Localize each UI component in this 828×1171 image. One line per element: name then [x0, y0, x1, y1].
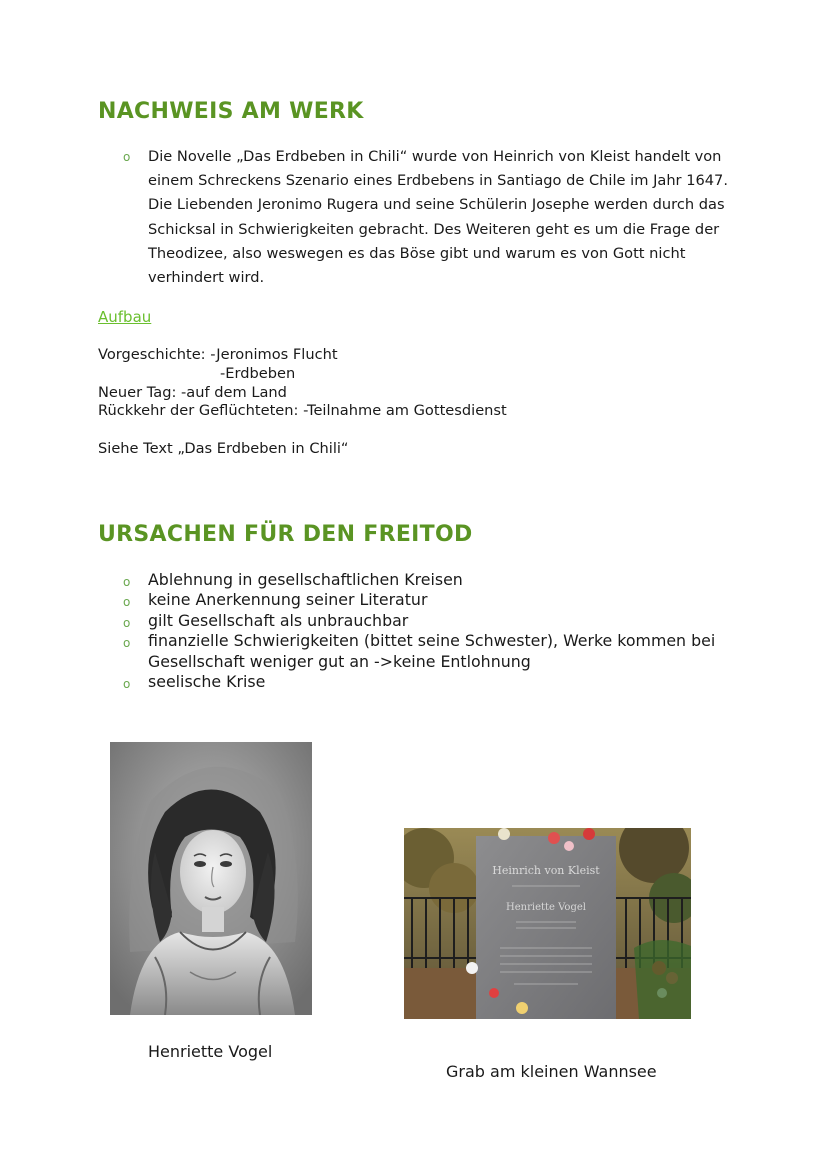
henriette-vogel-portrait-image: [110, 742, 312, 1015]
section-heading-nachweis: NACHWEIS AM WERK: [98, 99, 364, 124]
list-item: [120, 145, 740, 290]
grave-caption: Grab am kleinen Wannsee: [446, 1062, 657, 1081]
aufbau-link[interactable]: Aufbau: [98, 308, 152, 326]
list-item: [120, 672, 740, 692]
cause-text: finanzielle Schwierigkeiten (bittet seine Schwester), Werke kommen bei Gesellschaft weniger gut an ->keine Entlohnung: [148, 631, 716, 671]
hollow-circle-bullet-icon: o: [123, 150, 131, 164]
hollow-circle-bullet-icon: o: [123, 615, 131, 630]
outline-line: Neuer Tag: -auf dem Land: [98, 383, 287, 401]
portrait-caption: Henriette Vogel: [148, 1042, 273, 1061]
list-item: [120, 611, 740, 631]
outline-line: Vorgeschichte: -Jeronimos Flucht: [98, 346, 338, 363]
hollow-circle-bullet-icon: o: [123, 575, 131, 589]
cause-text: keine Anerkennung seiner Literatur: [148, 590, 428, 610]
inscription-vogel: Henriette Vogel: [506, 902, 586, 913]
cause-text: seelische Krise: [148, 672, 266, 692]
hollow-circle-bullet-icon: o: [123, 636, 131, 651]
cause-text: gilt Gesellschaft als unbrauchbar: [148, 610, 409, 630]
section-heading-ursachen: URSACHEN FÜR DEN FREITOD: [98, 522, 473, 547]
list-item: [120, 590, 740, 610]
summary-paragraph: Die Novelle „Das Erdbeben in Chili“ wurde von Heinrich von Kleist handelt von einem Schreckens Szenario eines Erdbebens in Santiago de Chile im Jahr 1647. Die Liebenden Jeronimo Rugera und seine Schülerin Josephe werden durch das Schicksal in Schwierigkeiten gebracht. Des Weiteren geht es um die Frage der Theodizee, also weswegen es das Böse gibt und warum es von Gott nicht verhindert wird.: [148, 148, 728, 287]
outline-line: Rückkehr der Geflüchteten: -Teilnahme am Gottesdienst: [98, 402, 507, 420]
structure-outline: [98, 346, 507, 421]
hollow-circle-bullet-icon: o: [123, 677, 131, 692]
cause-text: Ablehnung in gesellschaftlichen Kreisen: [148, 570, 463, 589]
kleist-grave-photo-image: [404, 828, 691, 1019]
see-text-note: Siehe Text „Das Erdbeben in Chili“: [98, 440, 349, 457]
list-item: [120, 631, 740, 672]
hollow-circle-bullet-icon: o: [123, 595, 131, 610]
outline-line: -Erdbeben: [220, 364, 296, 382]
summary-list: [120, 145, 740, 290]
inscription-kleist: Heinrich von Kleist: [492, 864, 600, 877]
causes-list: [120, 570, 740, 692]
list-item: [120, 570, 740, 590]
